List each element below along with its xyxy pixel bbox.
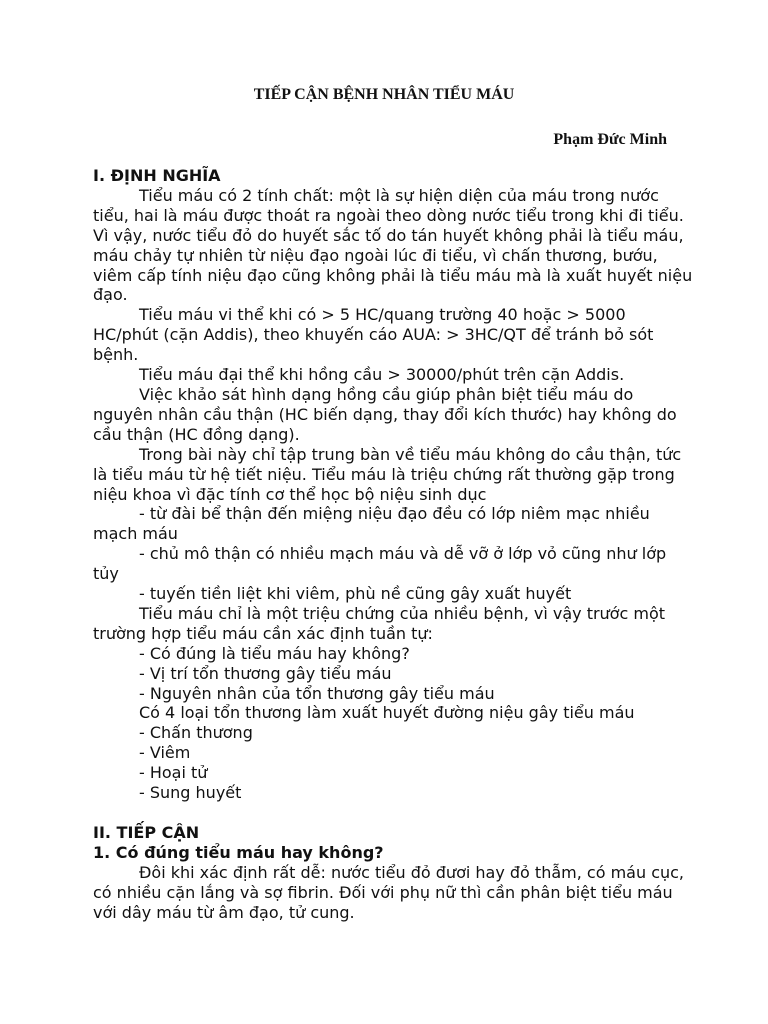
paragraph: - từ đài bể thận đến miệng niệu đạo đều có lớp niêm mạc nhiều mạch máu [93,504,650,544]
list-item: - Có đúng là tiểu máu hay không? [139,643,410,663]
paragraph: Tiểu máu có 2 tính chất: một là sự hiện diện của máu trong nước tiểu, hai là máu được thoát ra ngoài theo dòng nước tiểu trong khi đi tiểu. Vì vậy, nước tiểu đỏ do huyết sắc tố do tán huyết không phải là tiểu máu, máu chảy tự nhiên từ niệu đạo ngoài lúc đi tiểu, vì chấn thương, bướu, viêm cấp tính niệu đạo cũng không phải là tiểu máu mà là xuất huyết niệu đạo. [93,185,693,305]
section-heading: 1. Có đúng tiểu máu hay không? [93,842,384,862]
paragraph: - tuyến tiền liệt khi viêm, phù nề cũng gây xuất huyết [139,584,572,604]
list-item: - Sung huyết [139,783,242,803]
list-item: - Nguyên nhân của tổn thương gây tiểu máu [139,683,495,703]
paragraph: Tiểu máu vi thể khi có > 5 HC/quang trường 40 hoặc > 5000 HC/phút (cặn Addis), theo khuyến cáo AUA: > 3HC/QT để tránh bỏ sót bệnh. [93,305,654,365]
paragraph: Tiểu máu đại thể khi hồng cầu > 30000/phút trên cặn Addis. [139,365,625,385]
list-item: - Vị trí tổn thương gây tiểu máu [139,663,392,683]
paragraph: Trong bài này chỉ tập trung bàn về tiểu máu không do cầu thận, tức là tiểu máu từ hệ tiết niệu. Tiểu máu là triệu chứng rất thường gặp trong niệu khoa vì đặc tính cơ thể học bộ niệu sinh dục [93,444,682,504]
list-item: Có 4 loại tổn thương làm xuất huyết đường niệu gây tiểu máu [139,703,635,723]
section-heading: II. TIẾP CẬN [93,823,200,842]
paragraph: Đôi khi xác định rất dễ: nước tiểu đỏ đươi hay đỏ thẫm, có máu cục, có nhiều cặn lắng và sợ fibrin. Đối với phụ nữ thì cần phân biệt tiểu máu với dây máu từ âm đạo, tử cung. [93,862,685,922]
list-item: - Viêm [139,743,191,763]
spacer [93,803,693,823]
paragraph: Tiểu máu chỉ là một triệu chứng của nhiều bệnh, vì vậy trước một trường hợp tiểu máu cần xác định tuần tự: [93,603,665,643]
author-name: Phạm Đức Minh [553,131,667,148]
document-body [93,166,693,923]
section-heading: I. ĐỊNH NGHĨA [93,166,221,185]
paragraph: Việc khảo sát hình dạng hồng cầu giúp phân biệt tiểu máu do nguyên nhân cầu thận (HC biến dạng, thay đổi kích thước) hay không do cầu thận (HC đồng dạng). [93,384,677,444]
document-title: TIẾP CẬN BỆNH NHÂN TIỂU MÁU [253,86,515,103]
list-item: - Chấn thương [139,723,253,743]
list-item: - Hoại tử [139,763,208,783]
paragraph: - chủ mô thận có nhiều mạch máu và dễ vỡ ở lớp vỏ cũng như lớp tủy [93,544,667,584]
